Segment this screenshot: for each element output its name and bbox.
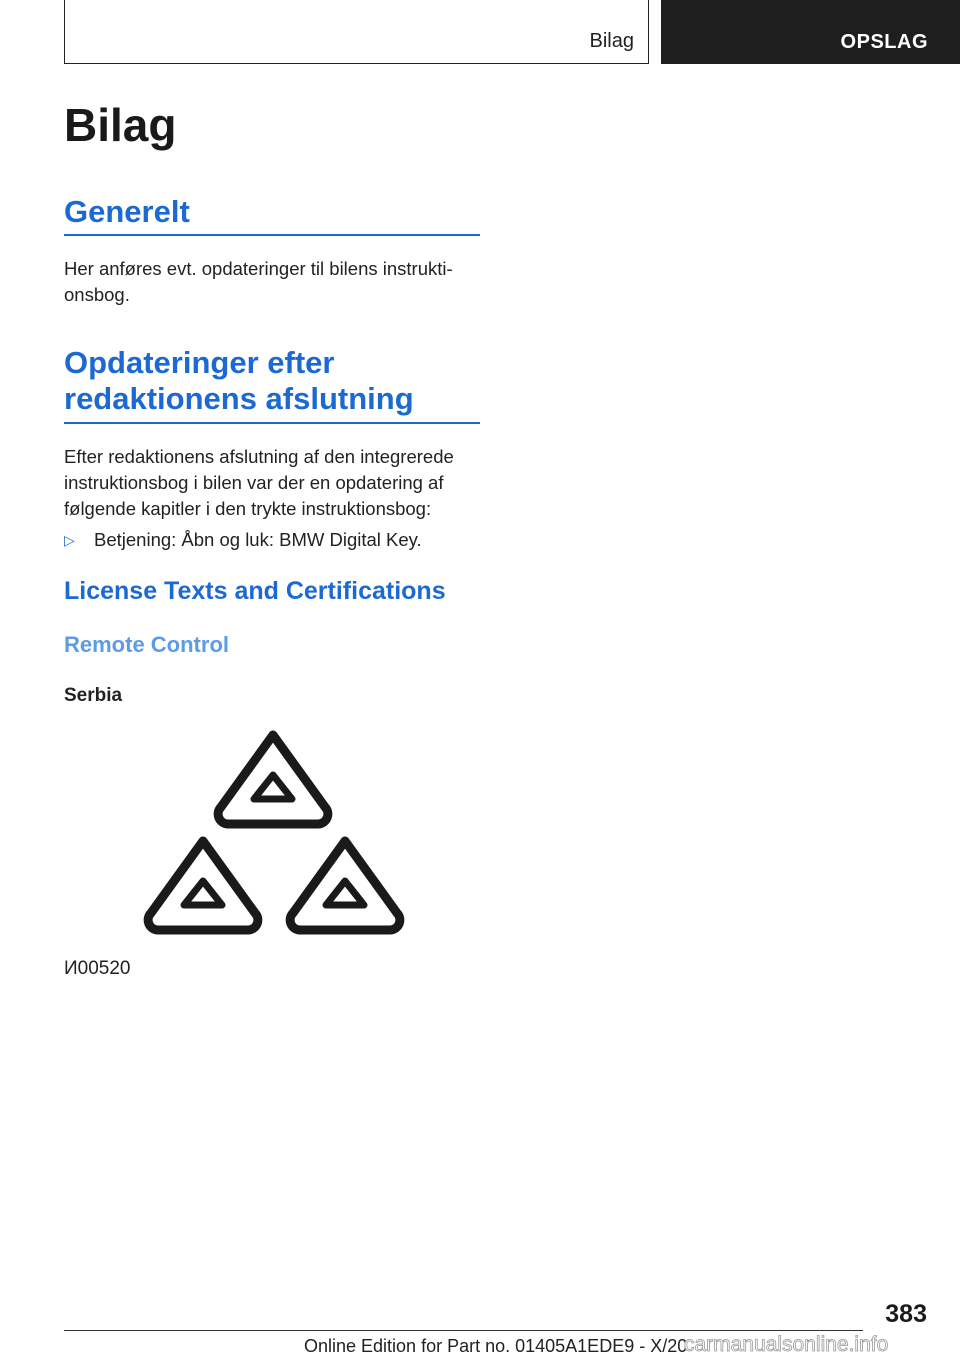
updates-text-line-3: følgende kapitler i den trykte instruktionsbog: — [64, 498, 432, 519]
generelt-text-line-1: Her anføres evt. opdateringer til bilens instrukti- — [64, 258, 453, 279]
heading-updates-line-2: redaktionens afslutning — [64, 381, 414, 416]
heading-updates-line-1: Opdateringer efter — [64, 345, 335, 380]
updates-text-line-2: instruktionsbog i bilen var der en opdatering af — [64, 472, 444, 493]
page-number: 383 — [885, 1300, 927, 1328]
header-chapter-label: Bilag — [589, 30, 634, 52]
footer-watermark: carmanualsonline.info — [684, 1333, 889, 1356]
heading-remote-control: Remote Control — [64, 632, 229, 657]
serbian-conformity-mark-icon — [140, 727, 408, 941]
footer-edition: Online Edition for Part no. 01405A1EDE9 - X/20 — [304, 1336, 688, 1356]
header-section-box — [661, 0, 960, 64]
heading-updates — [64, 345, 414, 417]
updates-text-line-1: Efter redaktionens afslutning af den integrerede — [64, 446, 454, 467]
certification-code: И00520 — [64, 958, 131, 979]
list-item-text: Betjening: Åbn og luk: BMW Digital Key. — [94, 529, 422, 550]
heading-license: License Texts and Certifications — [64, 577, 446, 605]
heading-rule — [64, 422, 480, 424]
generelt-text — [64, 256, 484, 308]
heading-country: Serbia — [64, 685, 123, 706]
header-chapter-box — [64, 0, 649, 64]
footer-rule — [64, 1330, 863, 1331]
generelt-text-line-2: onsbog. — [64, 284, 130, 305]
bullet-triangle-icon: ▷ — [64, 532, 75, 548]
page-title: Bilag — [64, 99, 177, 151]
updates-text — [64, 444, 484, 522]
header-section-label: OPSLAG — [840, 31, 928, 53]
heading-rule — [64, 234, 480, 236]
heading-generelt: Generelt — [64, 194, 190, 229]
